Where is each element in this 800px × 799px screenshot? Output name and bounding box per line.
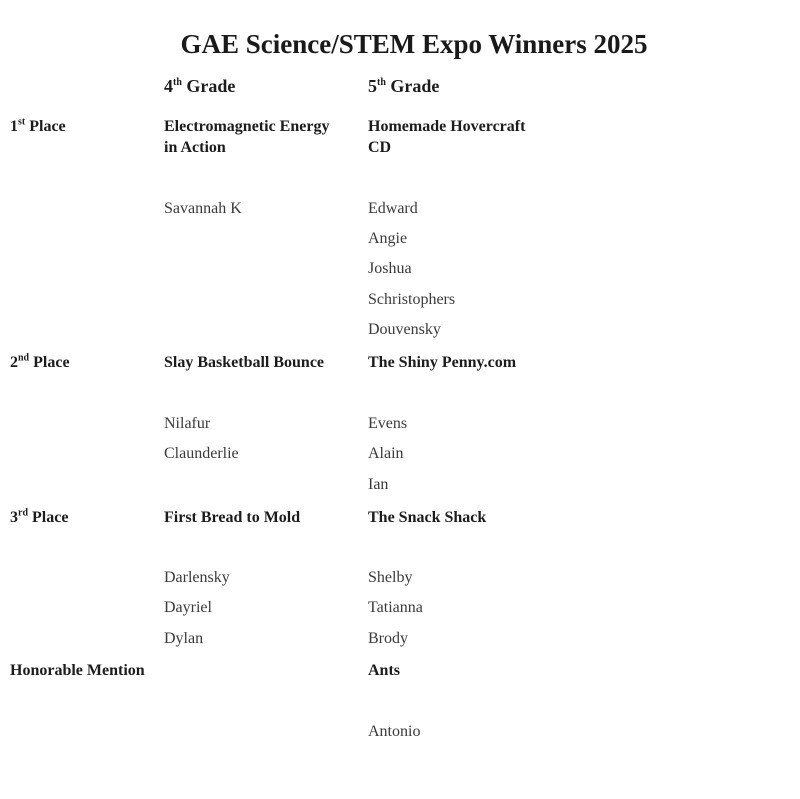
first-g5-project-line1: Homemade Hovercraft: [368, 118, 526, 135]
second-g5-name: Alain: [368, 445, 404, 462]
third-g5-name: Brody: [368, 630, 408, 647]
first-g5-project-line2: CD: [368, 139, 392, 156]
first-place-label: 1st Place: [10, 116, 66, 135]
second-g4-project: Slay Basketball Bounce: [164, 354, 325, 371]
first-g5-name: Schristophers: [368, 291, 456, 308]
second-g5-name: Ian: [368, 476, 389, 493]
third-g4-name: Dylan: [164, 630, 204, 647]
first-g4-project-line2: in Action: [164, 139, 226, 156]
grade-5-header: 5th Grade: [368, 76, 440, 96]
first-g4-project-line1: Electromagnetic Energy: [164, 118, 330, 135]
honorable-g5-name: Antonio: [368, 723, 421, 740]
first-g5-name: Joshua: [368, 260, 412, 277]
third-g4-project: First Bread to Mold: [164, 509, 301, 526]
page-title: GAE Science/STEM Expo Winners 2025: [180, 29, 648, 59]
second-g5-name: Evens: [368, 415, 408, 432]
second-g4-name: Claunderlie: [164, 445, 239, 462]
third-g4-name: Darlensky: [164, 569, 230, 586]
second-g4-name: Nilafur: [164, 415, 211, 432]
first-g5-name: Douvensky: [368, 321, 441, 338]
second-g5-project: The Shiny Penny.com: [368, 354, 517, 371]
third-g4-name: Dayriel: [164, 599, 212, 616]
third-place-label: 3rd Place: [10, 507, 69, 526]
grade-4-header: 4th Grade: [164, 76, 236, 96]
honorable-g5-project: Ants: [368, 662, 401, 679]
second-place-label: 2nd Place: [10, 352, 70, 371]
first-g4-name: Savannah K: [164, 200, 242, 217]
third-g5-name: Shelby: [368, 569, 413, 586]
first-g5-name: Angie: [368, 230, 408, 247]
third-g5-name: Tatianna: [368, 599, 423, 616]
third-g5-project: The Snack Shack: [368, 509, 487, 526]
first-g5-name: Edward: [368, 200, 418, 217]
honorable-mention-label: Honorable Mention: [10, 662, 145, 679]
